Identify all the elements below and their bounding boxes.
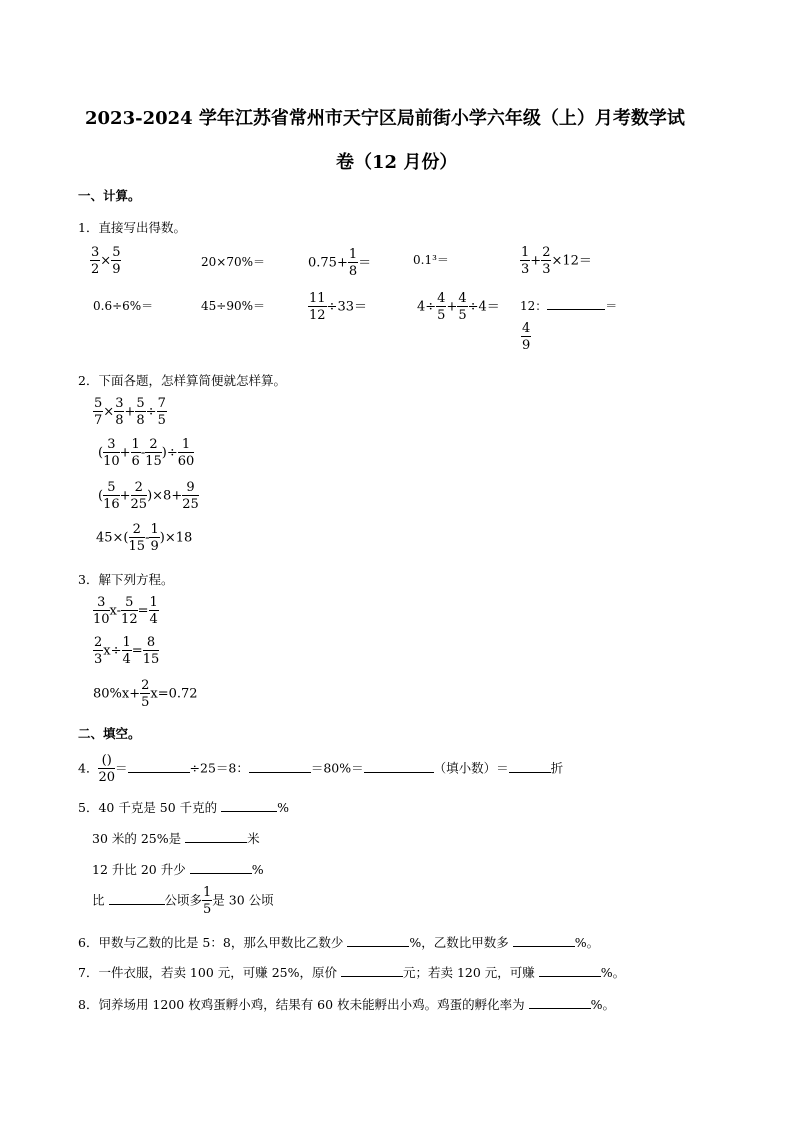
question-8: 8．饲养场用 1200 枚鸡蛋孵小鸡，结果有 60 枚未能孵出小鸡。鸡蛋的孵化率为 %。 xyxy=(78,997,615,1012)
q1-expr-9: 4÷ $\frac{4}{5}$ + $\frac{4}{5}$ ÷4＝ xyxy=(417,291,500,323)
answer-blank[interactable] xyxy=(529,996,591,1009)
q1-expr-10-denominator: $\frac{4}{9}$ xyxy=(522,321,531,353)
q1-expr-5: $\frac{1}{3}$ + $\frac{2}{3}$ ×12＝ xyxy=(521,245,592,277)
section-heading-fill: 二、填空。 xyxy=(78,726,141,741)
q1-expr-10: 12： ＝ xyxy=(520,299,618,313)
question-1-label: 1．直接写出得数。 xyxy=(78,220,186,235)
answer-blank[interactable] xyxy=(190,861,252,874)
answer-blank[interactable] xyxy=(547,297,605,310)
answer-blank[interactable] xyxy=(249,760,311,773)
question-6: 6．甲数与乙数的比是 5：8，那么甲数比乙数少 %，乙数比甲数多 %。 xyxy=(78,935,600,950)
q2-expr-4: 45×( $\frac{2}{15}$ - $\frac{1}{9}$ )×18 xyxy=(96,522,193,554)
question-7: 7．一件衣服，若卖 100 元，可赚 25%，原价 元；若卖 120 元，可赚 %。 xyxy=(78,965,626,980)
question-2-label: 2．下面各题，怎样算简便就怎样算。 xyxy=(78,373,286,388)
answer-blank[interactable] xyxy=(513,934,575,947)
question-5-line-4: 比 公顷多 $\frac{1}{5}$ 是 30 公顷 xyxy=(92,885,274,917)
q1-expr-2: 20×70%＝ xyxy=(201,255,265,269)
q1-expr-7: 45÷90%＝ xyxy=(201,299,265,313)
q1-expr-3: 0.75+ $\frac{1}{8}$ ＝ xyxy=(308,247,372,279)
page-title-line2: 卷（12 月份） xyxy=(336,152,458,173)
question-5-line-3: 12 升比 20 升少 % xyxy=(92,862,264,877)
answer-blank[interactable] xyxy=(539,964,601,977)
q3-equation-2: $\frac{2}{3}$ x÷ $\frac{1}{4}$ = $\frac{8}{15}$ xyxy=(94,635,160,667)
answer-blank[interactable] xyxy=(341,964,403,977)
q1-expr-8: $\frac{11}{12}$ ÷33＝ xyxy=(309,291,367,323)
page-title-line1: 2023-2024 学年江苏省常州市天宁区局前街小学六年级（上）月考数学试 xyxy=(85,108,685,129)
question-4: 4． $\frac{()}{20}$ ＝ ÷25＝8： ＝80%＝ （填小数）＝ 折 xyxy=(78,753,564,785)
q2-expr-2: ( $\frac{3}{10}$ + $\frac{1}{6}$ - $\frac{2}{15}$ )÷ $\frac{1}{60}$ xyxy=(98,437,195,469)
answer-blank[interactable] xyxy=(185,830,247,843)
answer-blank[interactable] xyxy=(128,760,190,773)
answer-blank[interactable] xyxy=(221,799,277,812)
answer-blank[interactable] xyxy=(509,760,551,773)
q1-expr-4: 0.1³＝ xyxy=(413,253,449,267)
question-5-line-1: 5．40 千克是 50 千克的 % xyxy=(78,800,290,815)
question-3-label: 3．解下列方程。 xyxy=(78,572,174,587)
answer-blank[interactable] xyxy=(364,760,434,773)
q1-expr-6: 0.6÷6%＝ xyxy=(93,299,154,313)
q1-expr-1: $\frac{3}{2}$ × $\frac{5}{9}$ xyxy=(91,245,121,277)
answer-blank[interactable] xyxy=(347,934,409,947)
q2-expr-1: $\frac{5}{7}$ × $\frac{3}{8}$ + $\frac{5}{8}$ ÷ $\frac{7}{5}$ xyxy=(94,396,166,428)
answer-blank[interactable] xyxy=(109,892,165,905)
q3-equation-1: $\frac{3}{10}$ x- $\frac{5}{12}$ = $\frac{1}{4}$ xyxy=(93,595,158,627)
q3-equation-3: 80%x+ $\frac{2}{5}$ x=0.72 xyxy=(93,678,198,710)
q2-expr-3: ( $\frac{5}{16}$ + $\frac{2}{25}$ )×8+ $\frac{9}{25}$ xyxy=(98,480,199,512)
section-heading-calc: 一、计算。 xyxy=(78,188,141,203)
question-5-line-2: 30 米的 25%是 米 xyxy=(92,831,260,846)
